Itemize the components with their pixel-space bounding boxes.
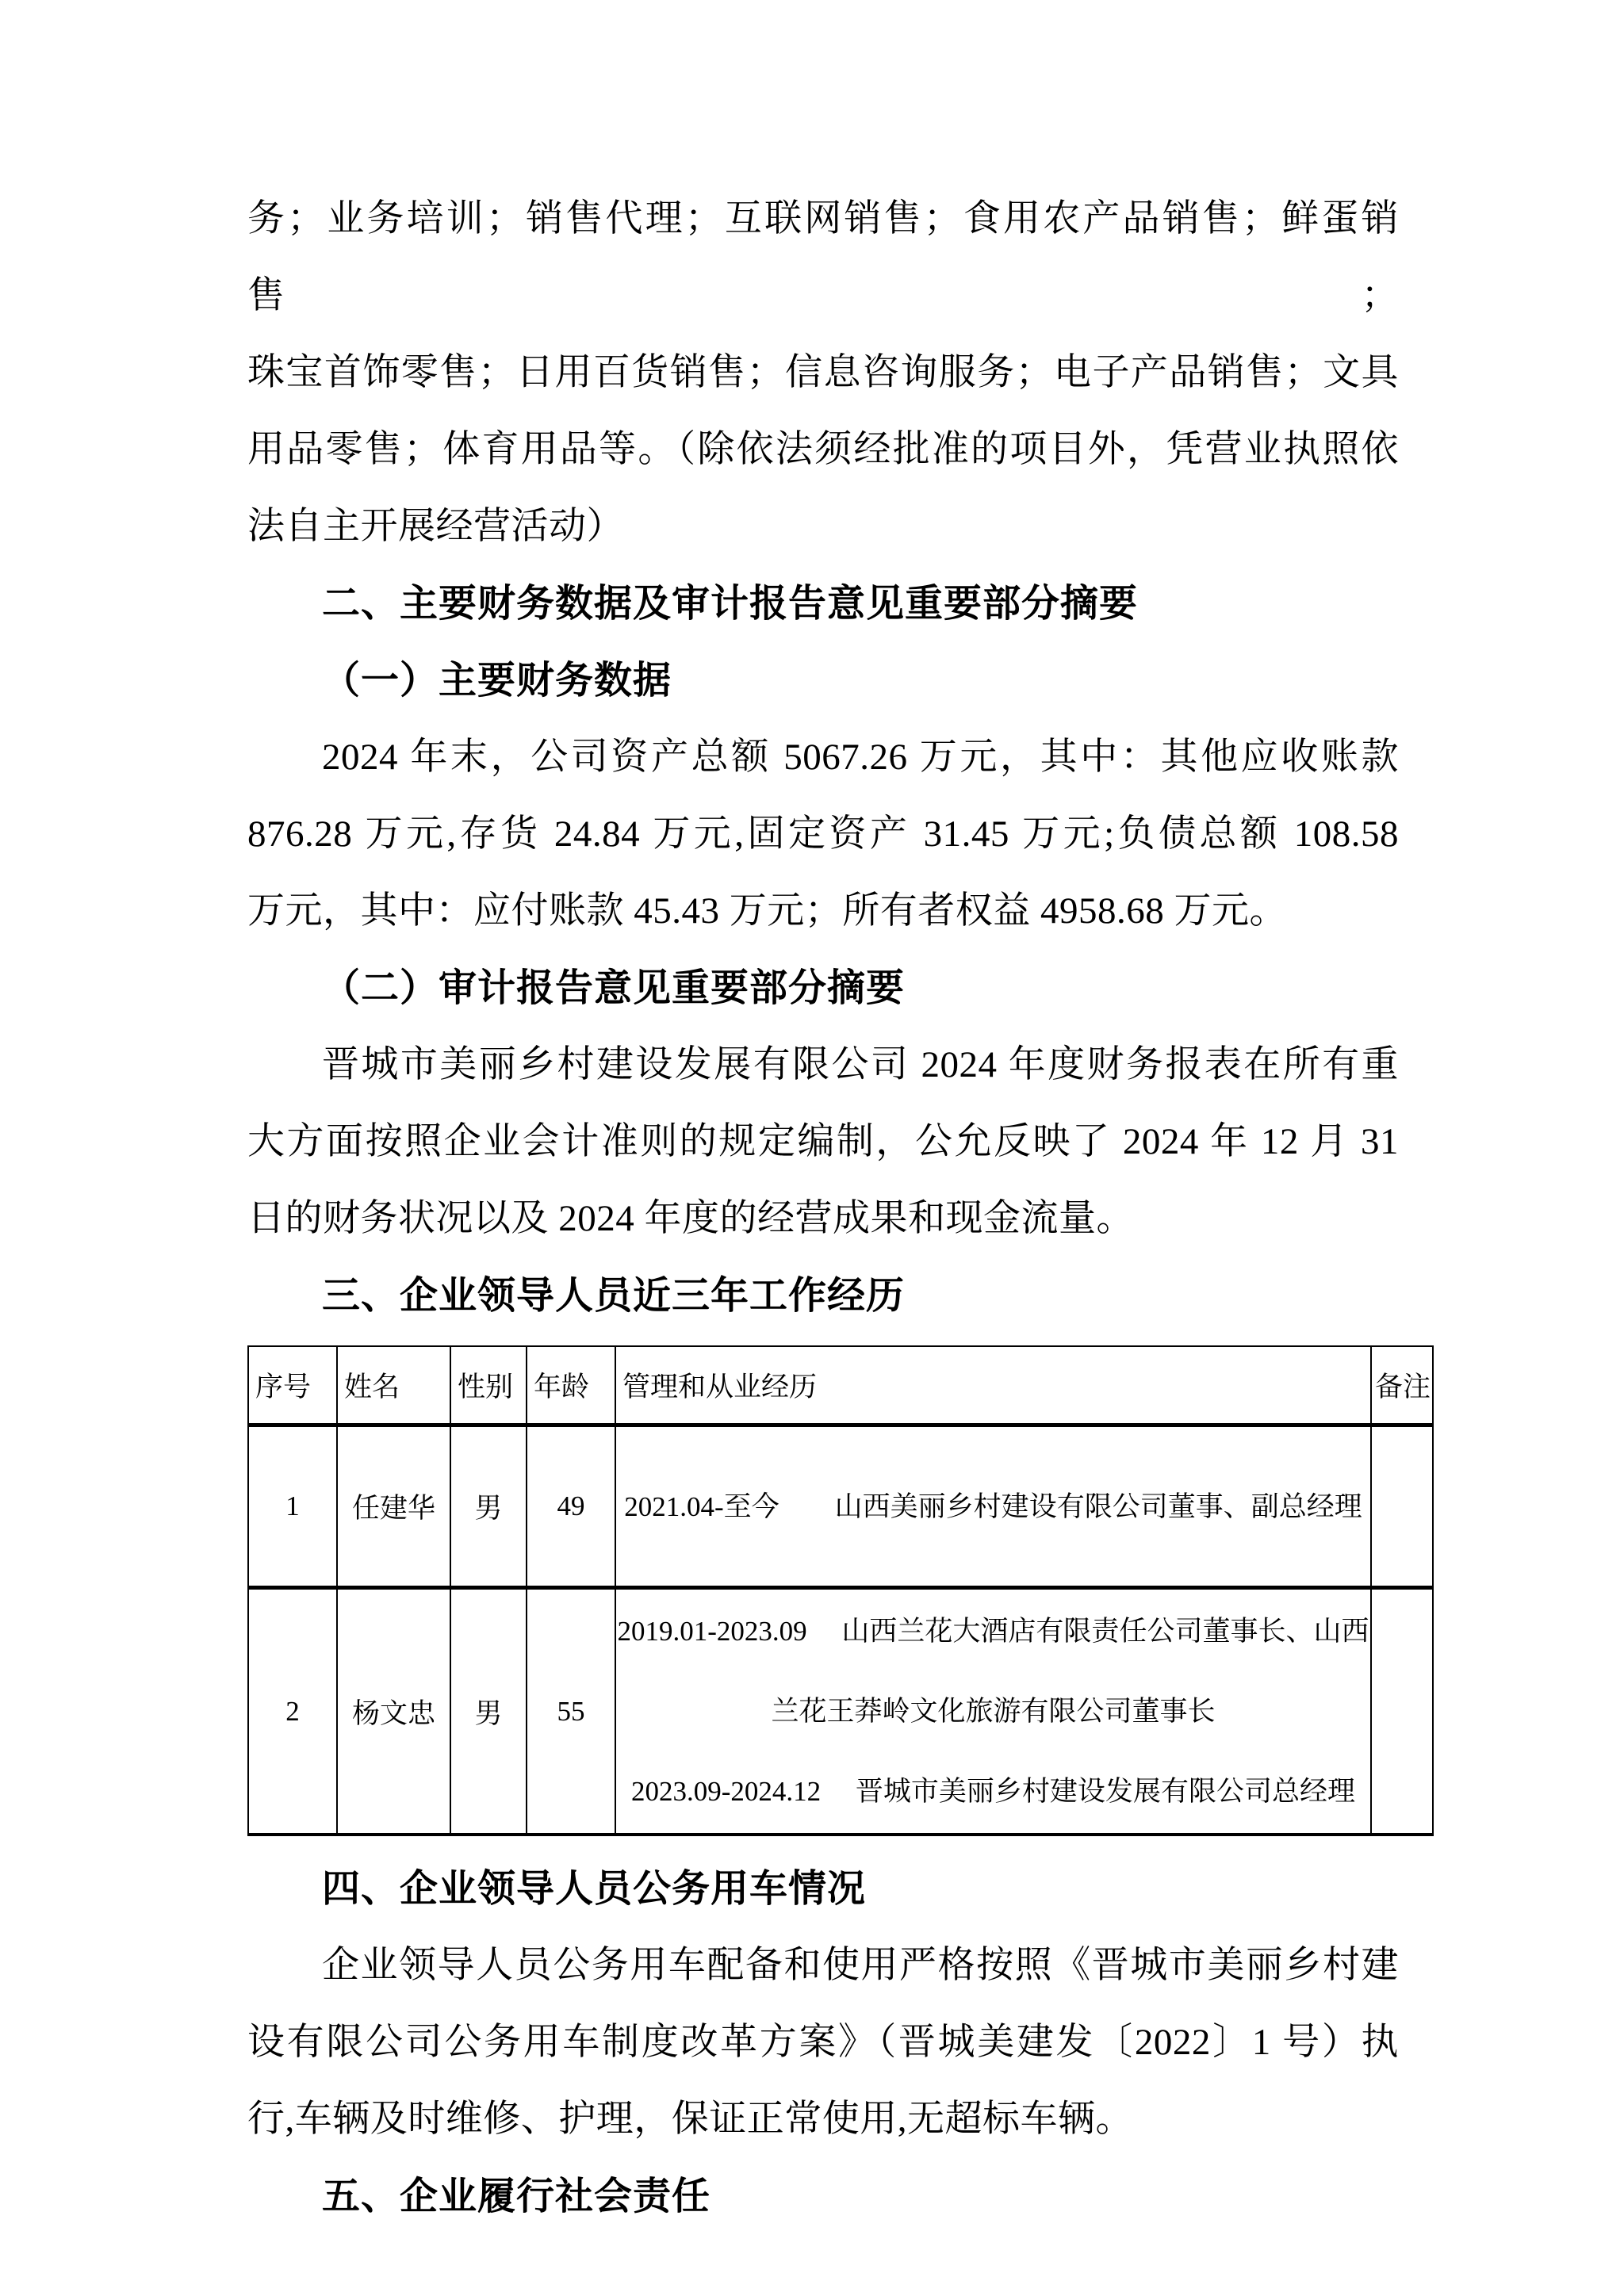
col-header-remark: 备注	[1371, 1346, 1433, 1425]
table-header-row	[248, 1346, 1433, 1425]
cell-no: 1	[248, 1425, 337, 1588]
section-heading-leader-experience: 三、企业领导人员近三年工作经历	[322, 1275, 906, 1317]
body-paragraph-line: 日的财务状况以及 2024 年度的经营成果和现金流量。	[247, 1198, 1134, 1239]
body-paragraph-line: 珠宝首饰零售；日用百货销售；信息咨询服务；电子产品销售；文具	[247, 352, 1399, 393]
body-paragraph-line: 大方面按照企业会计准则的规定编制，公允反映了 2024 年 12 月 31	[247, 1121, 1399, 1162]
col-header-experience: 管理和从业经历	[615, 1346, 1371, 1425]
page-content	[247, 181, 1431, 2235]
cell-remark	[1371, 1425, 1433, 1588]
experience-line: 2019.01-2023.09 山西兰花大酒店有限责任公司董事长、山西	[617, 1616, 1369, 1647]
subsection-heading-audit-opinion: （二）审计报告意见重要部分摘要	[322, 967, 906, 1009]
body-paragraph-line: 务；业务培训；销售代理；互联网销售；食用农产品销售；鲜蛋销售；	[247, 198, 1399, 316]
body-paragraph-line: 2024 年末，公司资产总额 5067.26 万元，其中：其他应收账款	[322, 737, 1399, 778]
cell-gender: 男	[450, 1425, 527, 1588]
body-paragraph-line: 万元，其中：应付账款 45.43 万元；所有者权益 4958.68 万元。	[247, 890, 1287, 932]
body-paragraph-line: 用品零售；体育用品等。（除依法须经批准的项目外，凭营业执照依	[247, 429, 1399, 470]
cell-gender: 男	[450, 1588, 527, 1835]
body-paragraph-line: 设有限公司公务用车制度改革方案》（晋城美建发〔2022〕1 号）执	[247, 2022, 1399, 2063]
col-header-age: 年龄	[527, 1346, 615, 1425]
body-paragraph-line: 行,车辆及时维修、护理，保证正常使用,无超标车辆。	[247, 2099, 1133, 2140]
section-heading-official-vehicles: 四、企业领导人员公务用车情况	[322, 1868, 867, 1910]
col-header-gender: 性别	[450, 1346, 527, 1425]
section-heading-social-responsibility: 五、企业履行社会责任	[322, 2175, 711, 2218]
experience-line: 2023.09-2024.12 晋城市美丽乡村建设发展有限公司总经理	[631, 1776, 1355, 1807]
body-paragraph-line: 法自主开展经营活动）	[247, 506, 624, 547]
cell-experience	[615, 1588, 1371, 1835]
cell-experience	[615, 1425, 1371, 1588]
experience-line: 兰花王莽岭文化旅游有限公司董事长	[771, 1696, 1216, 1727]
cell-no: 2	[248, 1588, 337, 1835]
cell-remark	[1371, 1588, 1433, 1835]
subsection-heading-financial-data: （一）主要财务数据	[322, 660, 672, 702]
table-row	[248, 1425, 1433, 1588]
spacer	[247, 1836, 1399, 1850]
cell-name: 杨文忠	[337, 1588, 450, 1835]
body-paragraph-line: 876.28 万元,存货 24.84 万元,固定资产 31.45 万元;负债总额 108.58	[247, 813, 1399, 855]
body-paragraph-line: 晋城市美丽乡村建设发展有限公司 2024 年度财务报表在所有重	[322, 1044, 1399, 1085]
cell-age: 49	[527, 1425, 615, 1588]
cell-age: 55	[527, 1588, 615, 1835]
body-paragraph-line: 企业领导人员公务用车配备和使用严格按照《晋城市美丽乡村建	[322, 1945, 1399, 1986]
leader-experience-table	[247, 1345, 1434, 1836]
col-header-no: 序号	[248, 1346, 337, 1425]
cell-name: 任建华	[337, 1425, 450, 1588]
experience-line: 2021.04-至今 山西美丽乡村建设有限公司董事、副总经理	[624, 1490, 1362, 1522]
col-header-name: 姓名	[337, 1346, 450, 1425]
section-heading-financial-audit: 二、主要财务数据及审计报告意见重要部分摘要	[322, 583, 1139, 625]
table-row	[248, 1588, 1433, 1835]
